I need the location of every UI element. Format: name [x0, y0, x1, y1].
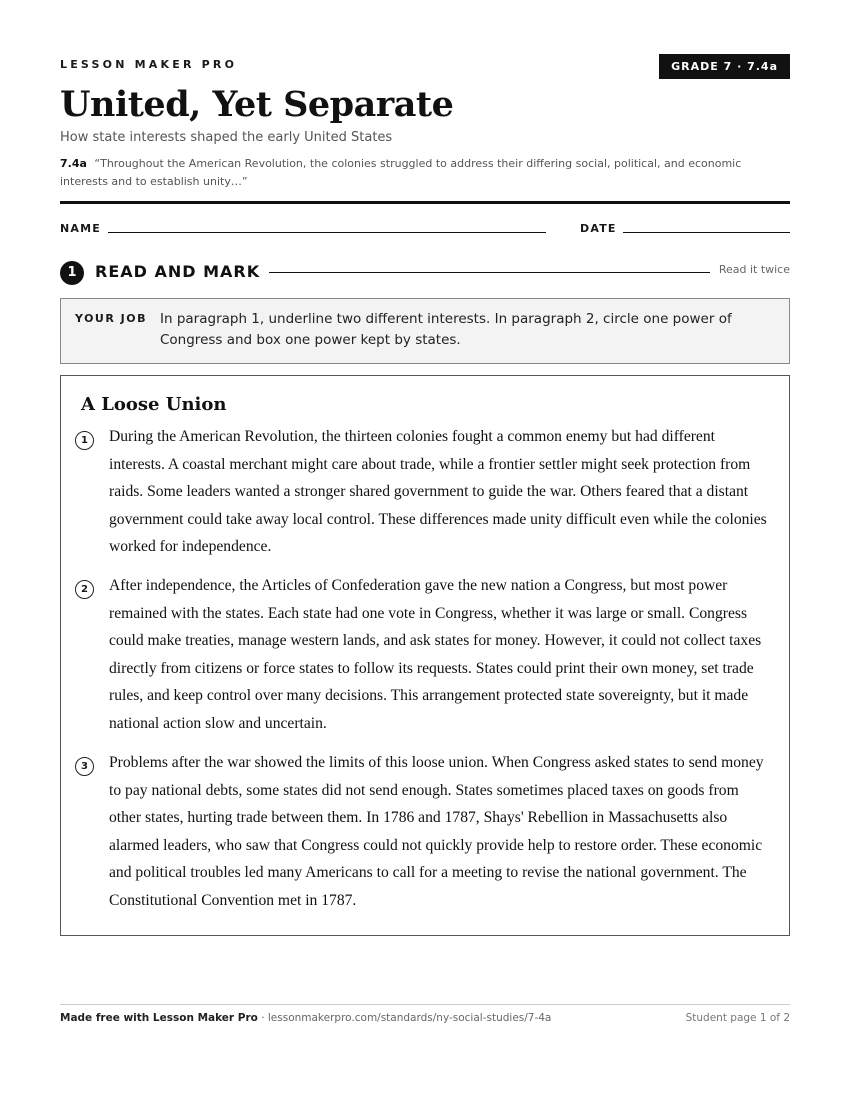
section-title: READ AND MARK	[95, 262, 261, 281]
grade-badge: GRADE 7 · 7.4a	[659, 54, 790, 79]
footer-separator: ·	[257, 1012, 268, 1024]
paragraph-text: After independence, the Articles of Confederation gave the new nation a Congress, but most power remained with the states. Each state had one vote in Congress, whether it was large or small. Congress could make treaties, manage western lands, and ask states for money. However, it could not collect taxes directly from citizens or force states to follow its requests. States could print their own money, set trade rules, and keep control over many decisions. This arrangement protected state sovereignty, but it made national action slow and uncertain.	[109, 577, 762, 732]
page-title: United, Yet Separate	[60, 84, 454, 125]
footer-url-link[interactable]: lessonmakerpro.com/standards/ny-social-studies/7-4a	[267, 1012, 552, 1024]
footer-page-label: Student page 1 of 2	[685, 1012, 790, 1024]
your-job-box	[60, 298, 790, 364]
paragraph-number: 3	[75, 757, 94, 776]
reading-title: A Loose Union	[81, 394, 227, 415]
footer-made-with: Made free with Lesson Maker Pro	[60, 1012, 258, 1024]
date-label: DATE	[580, 222, 617, 235]
paragraph-text: During the American Revolution, the thirteen colonies fought a common enemy but had different interests. A coastal merchant might care about trade, while a frontier settler might seek protection from raids. Some leaders wanted a stronger shared government to guide the war. Others feared that a distant government could take away local control. These differences made unity difficult even while the colonies worked for independence.	[109, 428, 767, 556]
brand-name: LESSON MAKER PRO	[60, 58, 238, 71]
standard-quote	[60, 155, 790, 191]
name-date-row	[60, 222, 790, 238]
standard-code: 7.4a	[60, 157, 87, 170]
page-subtitle: How state interests shaped the early United States	[60, 130, 393, 145]
footer-credit	[60, 1012, 551, 1024]
worksheet-page	[60, 0, 790, 1100]
your-job-instructions: In paragraph 1, underline two different interests. In paragraph 2, circle one power of Congress and box one power kept by states.	[160, 311, 732, 348]
name-field[interactable]	[108, 232, 546, 233]
reading-passage	[60, 375, 790, 936]
your-job-label: YOUR JOB	[75, 312, 147, 325]
section-header	[60, 259, 790, 285]
footer-divider	[60, 1004, 790, 1005]
standard-text: “Throughout the American Revolution, the colonies struggled to address their differing social, political, and economic interests and to establish unity…”	[60, 157, 742, 188]
header-divider	[60, 201, 790, 204]
paragraph-number: 1	[75, 431, 94, 450]
name-label: NAME	[60, 222, 101, 235]
paragraph-number: 2	[75, 580, 94, 599]
section-number-badge: 1	[60, 261, 84, 285]
section-divider	[269, 272, 710, 273]
paragraph-text: Problems after the war showed the limits of this loose union. When Congress asked states to send money to pay national debts, some states did not send enough. States sometimes placed taxes on goods from other states, hurting trade between them. In 1786 and 1787, Shays' Rebellion in Massachusetts also alarmed leaders, who saw that Congress could not quickly provide help to restore order. These economic and political troubles led many Americans to call for a meeting to revise the national government. The Constitutional Convention met in 1787.	[109, 754, 764, 909]
section-hint: Read it twice	[718, 263, 790, 276]
date-field[interactable]	[623, 232, 790, 233]
